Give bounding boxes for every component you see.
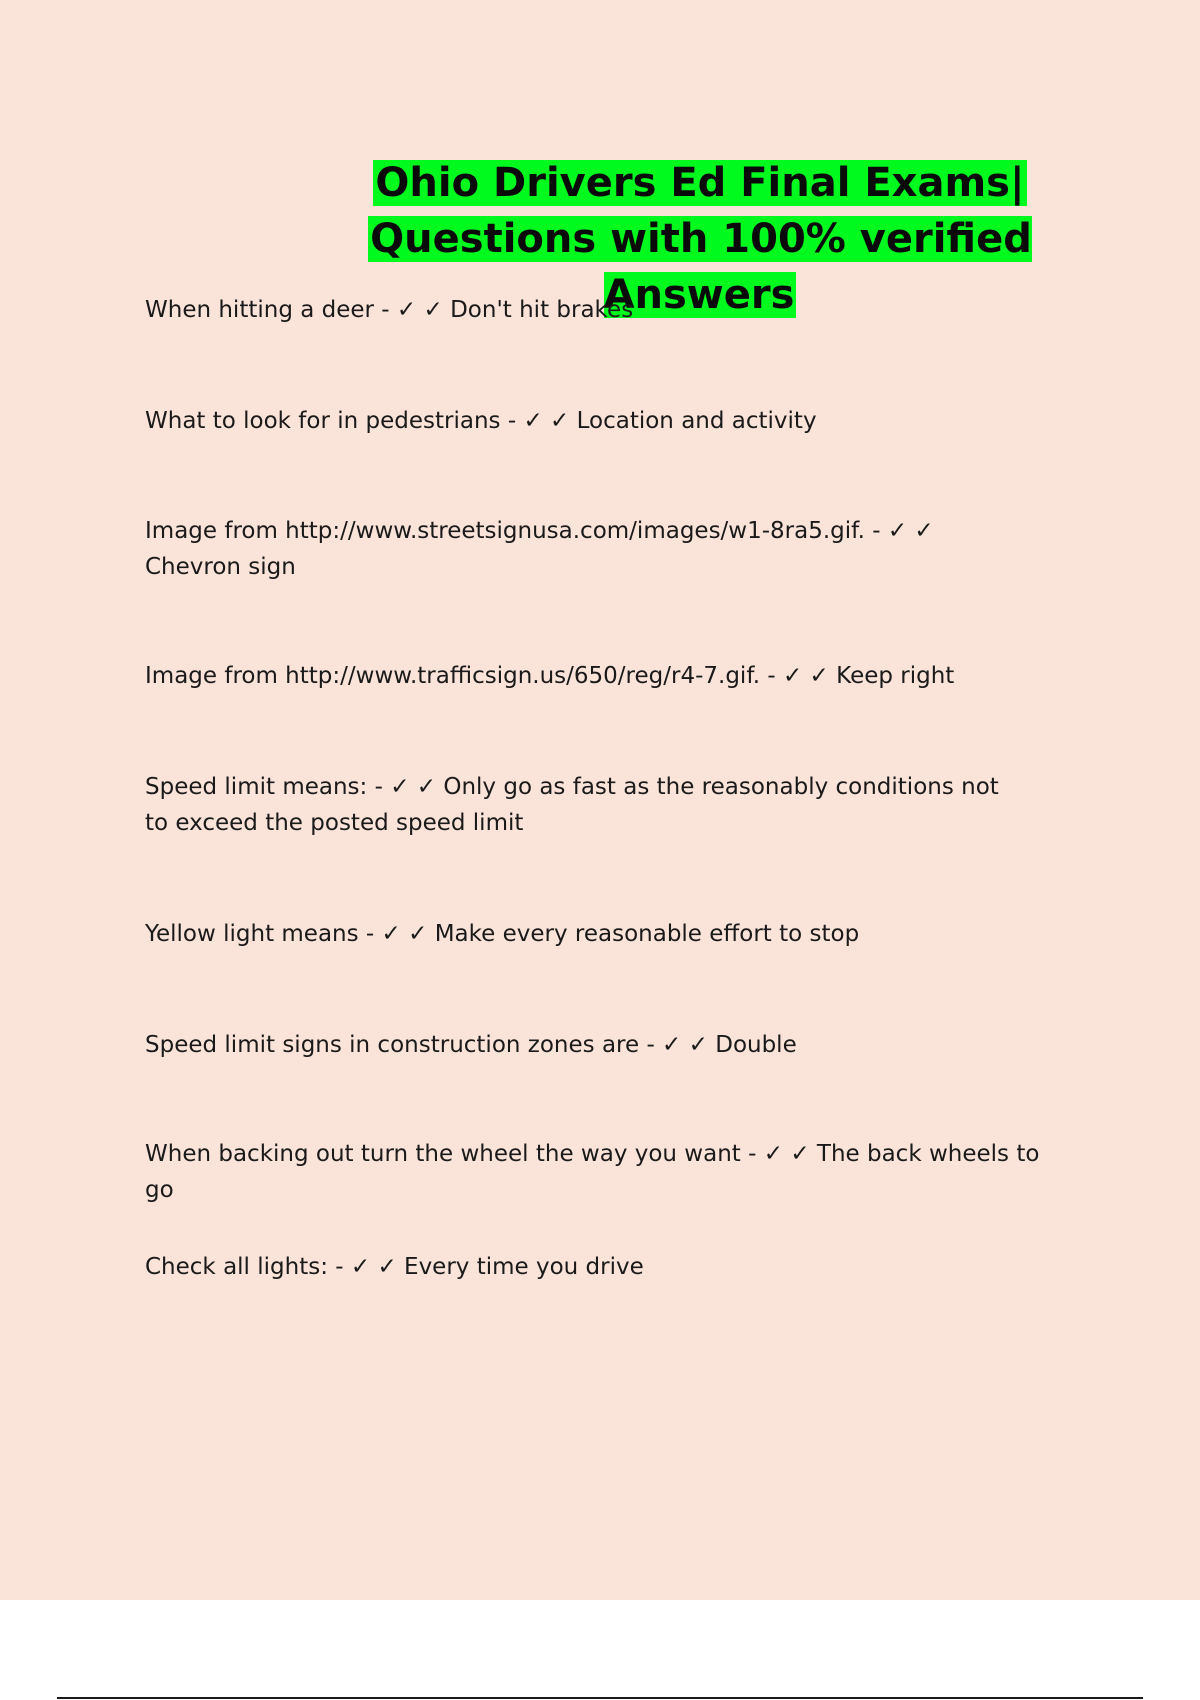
- qa-item: Check all lights: - ✓ ✓ Every time you drive: [145, 1254, 644, 1280]
- title-line-1: Ohio Drivers Ed Final Exams|: [375, 160, 1025, 206]
- qa-item: Speed limit signs in construction zones are - ✓ ✓ Double: [145, 1032, 797, 1058]
- qa-item: When backing out turn the wheel the way you want - ✓ ✓ The back wheels to go: [145, 1141, 1040, 1203]
- qa-item: Image from http://www.streetsignusa.com/images/w1-8ra5.gif. - ✓ ✓ Chevron sign: [145, 518, 934, 580]
- title-line-2: Questions with 100% verified Answers: [370, 216, 1032, 318]
- qa-item: What to look for in pedestrians - ✓ ✓ Location and activity: [145, 408, 817, 434]
- footer-rule: [57, 1697, 1143, 1699]
- qa-item: When hitting a deer - ✓ ✓ Don't hit brakes: [145, 297, 634, 323]
- qa-item: Yellow light means - ✓ ✓ Make every reasonable effort to stop: [145, 921, 860, 947]
- qa-item: Speed limit means: - ✓ ✓ Only go as fast as the reasonably conditions not to exceed the posted speed limit: [145, 774, 999, 836]
- qa-item: Image from http://www.trafficsign.us/650/reg/r4-7.gif. - ✓ ✓ Keep right: [145, 663, 955, 689]
